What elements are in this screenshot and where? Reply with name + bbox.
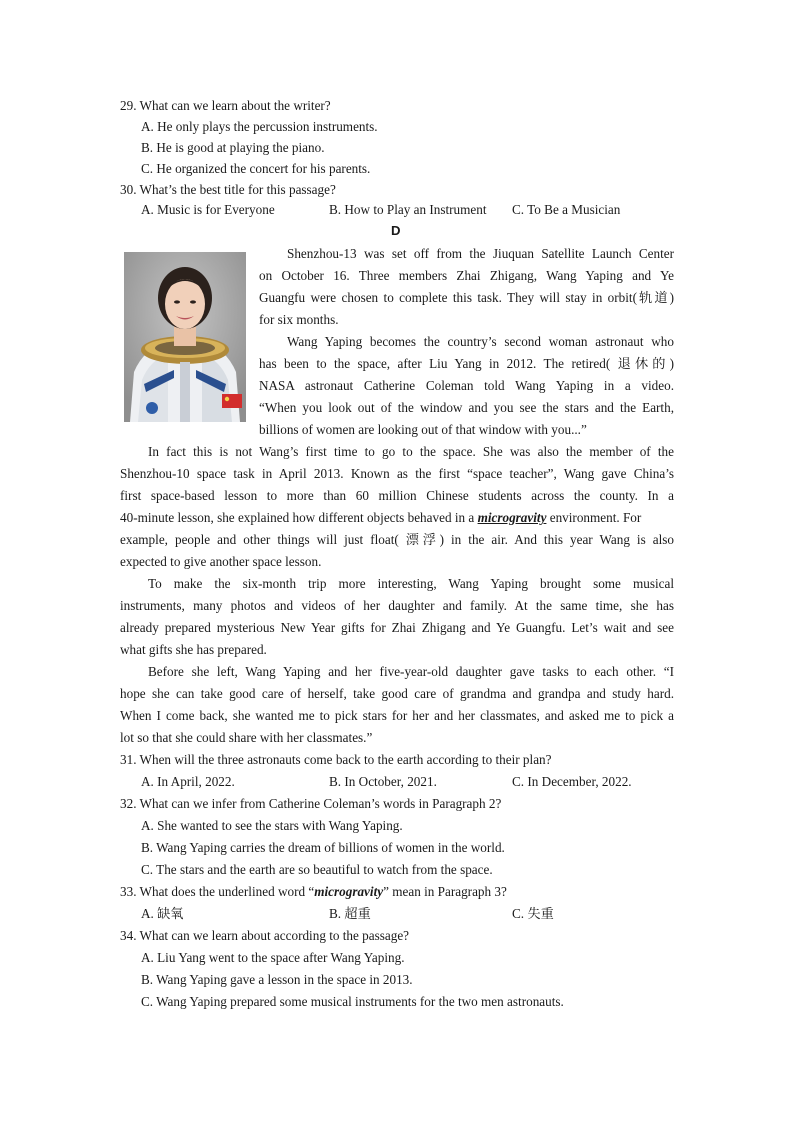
passage-p5-line-2: hope she can take good care of herself, take good care of grandma and grandpa and study hard. xyxy=(120,686,674,701)
q30-option-a: A. Music is for Everyone xyxy=(141,202,275,217)
passage-p1-line-3: Guangfu were chosen to complete this task. They will stay in orbit(轨道) xyxy=(259,290,674,305)
question-33-post: ” mean in Paragraph 3? xyxy=(383,884,507,899)
passage-p1-line-1: Shenzhou-13 was set off from the Jiuquan Satellite Launch Center xyxy=(287,246,674,261)
q29-option-c: C. He organized the concert for his parents. xyxy=(141,161,371,176)
passage-p5-line-1: Before she left, Wang Yaping and her five-year-old daughter gave tasks to each other. “I xyxy=(148,664,674,679)
passage-p3-line-2: Shenzhou-10 space task in April 2013. Known as the first “space teacher”, Wang gave China’s xyxy=(120,466,674,481)
passage-p3-line-4-pre: 40-minute lesson, she explained how different objects behaved in a xyxy=(120,510,475,525)
q32-option-a: A. She wanted to see the stars with Wang Yaping. xyxy=(141,818,403,833)
q32-option-b: B. Wang Yaping carries the dream of billions of women in the world. xyxy=(141,840,505,855)
question-33-pre: 33. What does the underlined word “ xyxy=(120,884,315,899)
passage-p2-line-3: NASA astronaut Catherine Coleman told Wang Yaping in a video. xyxy=(259,378,674,393)
underlined-word-microgravity: microgravity xyxy=(477,510,547,525)
q34-option-c: C. Wang Yaping prepared some musical instruments for the two men astronauts. xyxy=(141,994,564,1009)
passage-p4-line-3: already prepared mysterious New Year gifts for Zhai Zhigang and Ye Guangfu. Let’s wait and see xyxy=(120,620,674,635)
passage-p1-line-4: for six months. xyxy=(259,312,339,327)
passage-p2-line-4: “When you look out of the window and you see the stars and the Earth, xyxy=(259,400,674,415)
passage-p4-line-2: instruments, many photos and videos of her daughter and family. At the same time, she has xyxy=(120,598,674,613)
question-30: 30. What’s the best title for this passage? xyxy=(120,182,336,197)
passage-p4-line-1: To make the six-month trip more interesting, Wang Yaping brought some musical xyxy=(148,576,674,591)
passage-p3-line-5: example, people and other things will just float( 漂浮) in the air. And this year Wang is also xyxy=(120,532,674,547)
q31-option-b: B. In October, 2021. xyxy=(329,774,437,789)
q32-option-c: C. The stars and the earth are so beautiful to watch from the space. xyxy=(141,862,493,877)
question-34: 34. What can we learn about according to the passage? xyxy=(120,928,410,943)
passage-p2-line-2: has been to the space, after Liu Yang in 2012. The retired( 退休的) xyxy=(259,356,674,371)
q31-option-a: A. In April, 2022. xyxy=(141,774,235,789)
question-33-word: microgravity xyxy=(314,884,384,899)
q34-option-a: A. Liu Yang went to the space after Wang Yaping. xyxy=(141,950,405,965)
q33-option-a: A. 缺氧 xyxy=(141,906,184,921)
question-29: 29. What can we learn about the writer? xyxy=(120,98,331,113)
question-33 xyxy=(120,884,507,900)
passage-p5-line-3: When I come back, she wanted me to pick stars for her and her classmates, and asked me to pick a xyxy=(120,708,674,723)
astronaut-photo xyxy=(124,252,246,422)
passage-p2-line-1: Wang Yaping becomes the country’s second woman astronaut who xyxy=(287,334,674,349)
q33-option-c: C. 失重 xyxy=(512,906,554,921)
q29-option-b: B. He is good at playing the piano. xyxy=(141,140,325,155)
q30-option-b: B. How to Play an Instrument xyxy=(329,202,487,217)
q34-option-b: B. Wang Yaping gave a lesson in the space in 2013. xyxy=(141,972,413,987)
passage-p3-line-6: expected to give another space lesson. xyxy=(120,554,322,569)
passage-p5-line-4: lot so that she could share with her classmates.” xyxy=(120,730,373,745)
passage-p2-line-5: billions of women are looking out of that window with you...” xyxy=(259,422,587,437)
passage-p1-line-2: on October 16. Three members Zhai Zhigang, Wang Yaping and Ye xyxy=(259,268,674,283)
passage-p3-line-4 xyxy=(120,510,641,526)
q33-option-b: B. 超重 xyxy=(329,906,371,921)
passage-p3-line-4-post: environment. For xyxy=(549,510,642,525)
question-32: 32. What can we infer from Catherine Coleman’s words in Paragraph 2? xyxy=(120,796,502,811)
section-heading: D xyxy=(391,223,401,238)
q29-option-a: A. He only plays the percussion instruments. xyxy=(141,119,378,134)
passage-p3-line-3: first space-based lesson to more than 60 million Chinese students across the county. In a xyxy=(120,488,674,503)
q30-option-c: C. To Be a Musician xyxy=(512,202,621,217)
question-31: 31. When will the three astronauts come back to the earth according to their plan? xyxy=(120,752,552,767)
passage-p4-line-4: what gifts she has prepared. xyxy=(120,642,267,657)
astronaut-portrait-icon xyxy=(124,252,246,422)
q31-option-c: C. In December, 2022. xyxy=(512,774,632,789)
passage-p3-line-1: In fact this is not Wang’s first time to go to the space. She was also the member of the xyxy=(148,444,674,459)
